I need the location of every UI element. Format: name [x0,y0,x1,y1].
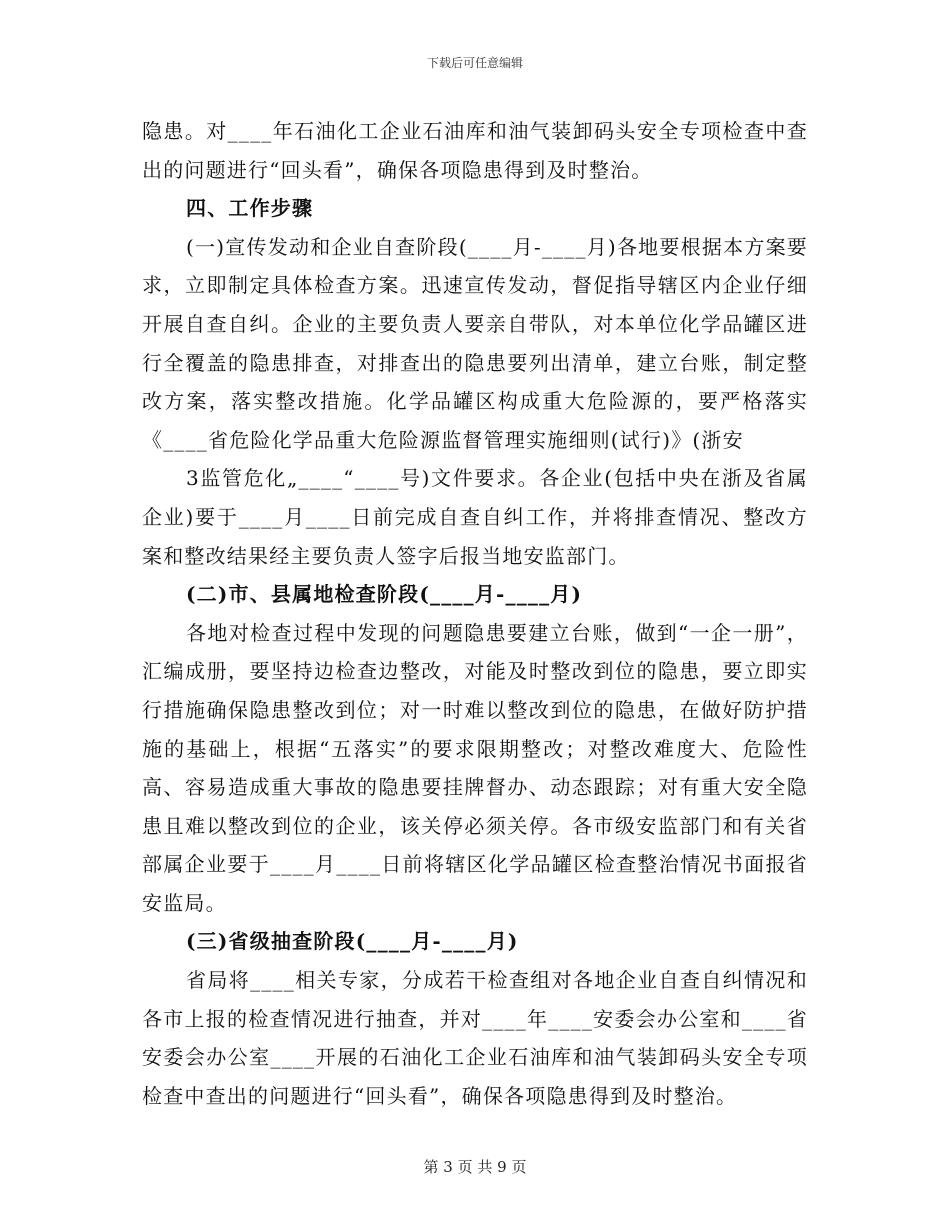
header-note: 下载后可任意编辑 [426,56,523,70]
paragraph-stage-one-continued: 3监管危化„____“____号)文件要求。各企业(包括中央在浙及省属企业)要于____月____日前完成自查自纠工作，并将排查情况、整改方案和整改结果经主要负责人签字后报当地安监部门。 [142,466,808,568]
paragraph-stage-three: 省局将____相关专家，分成若干检查组对各地企业自查自纠情况和各市上报的检查情况进行抽查，并对____年____安委会办公室和____省安委会办公室____开展的石油化工企业石油库和油气装卸码头安全专项检查中查出的问题进行“回头看”，确保各项隐患得到及时整治。 [142,968,808,1108]
paragraph-continuation: 隐患。对____年石油化工企业石油库和油气装卸码头安全专项检查中查出的问题进行“回头看”，确保各项隐患得到及时整治。 [142,119,808,182]
subheading-stage-three: (三)省级抽查阶段(____月-____月) [186,929,519,954]
subheading-stage-two: (二)市、县属地检查阶段(____月-____月) [186,582,583,607]
document-body [142,112,808,1115]
section-heading-work-steps: 四、工作步骤 [186,196,314,221]
paragraph-stage-one: (一)宣传发动和企业自查阶段(____月-____月)各地要根据本方案要求，立即制定具体检查方案。迅速宣传发动，督促指导辖区内企业仔细开展自查自纠。企业的主要负责人要亲自带队，对本单位化学品罐区进行全覆盖的隐患排查，对排查出的隐患要列出清单，建立台账，制定整改方案，落实整改措施。化学品罐区构成重大危险源的，要严格落实《____省危险化学品重大危险源监督管理实施细则(试行)》(浙安 [142,234,808,452]
page-number: 第 3 页 共 9 页 [423,1158,527,1176]
paragraph-stage-two: 各地对检查过程中发现的问题隐患要建立台账，做到“一企一册”，汇编成册，要坚持边检查边整改，对能及时整改到位的隐患，要立即实行措施确保隐患整改到位；对一时难以整改到位的隐患，在做好防护措施的基础上，根据“五落实”的要求限期整改；对整改难度大、危险性高、容易造成重大事故的隐患要挂牌督办、动态跟踪；对有重大安全隐患且难以整改到位的企业，该关停必须关停。各市级安监部门和有关省部属企业要于____月____日前将辖区化学品罐区检查整治情况书面报省安监局。 [142,620,808,915]
